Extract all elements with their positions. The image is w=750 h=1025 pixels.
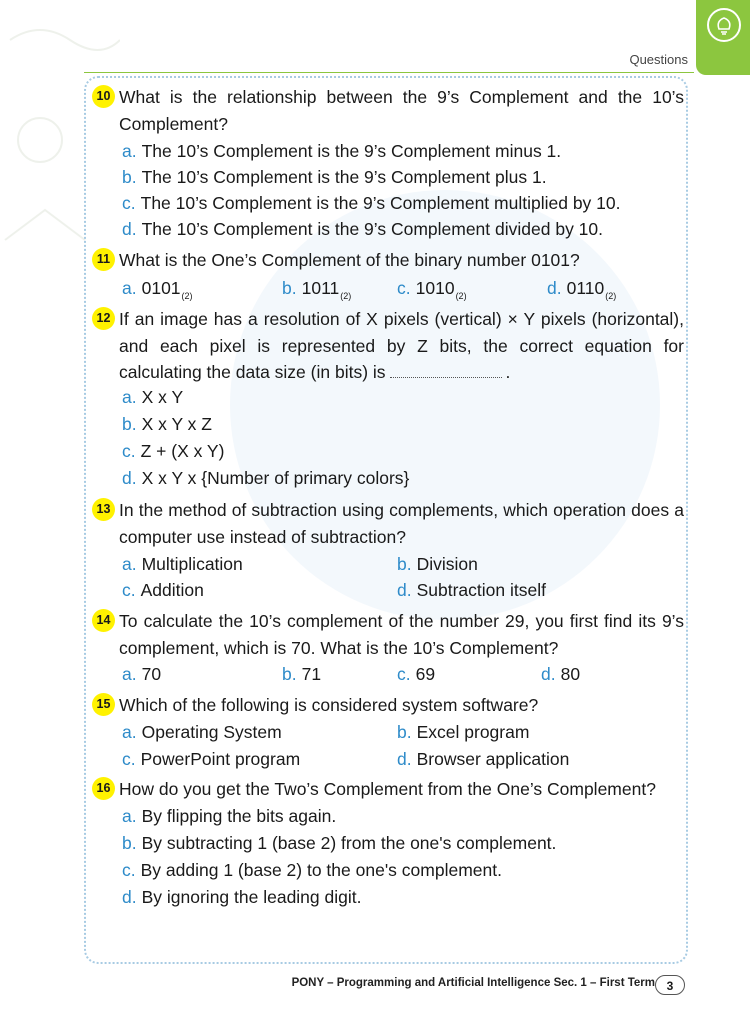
option-13b[interactable] — [397, 551, 478, 577]
option-letter: b. — [122, 833, 137, 853]
option-text: By ignoring the leading digit. — [141, 887, 362, 907]
question-tail: . — [505, 362, 511, 382]
option-letter: a. — [122, 387, 137, 407]
option-12b[interactable] — [122, 411, 212, 437]
option-letter: b. — [397, 554, 412, 574]
option-letter: d. — [541, 664, 556, 684]
option-text: 80 — [560, 664, 581, 684]
option-letter: a. — [122, 664, 137, 684]
option-letter: a. — [122, 278, 137, 298]
question-text: If an image has a resolution of X pixels (vertical) × Y pixels (horizontal), and each pixel is represented by Z bits, the correct equation for calculating the data size (in bits) is — [119, 309, 684, 382]
question-number: 12 — [92, 307, 115, 330]
question-number: 15 — [92, 693, 115, 716]
option-12c[interactable] — [122, 438, 224, 464]
option-letter: b. — [122, 167, 137, 187]
option-text: X x Y x {Number of primary colors} — [141, 468, 410, 488]
option-text: The 10’s Complement is the 9’s Complement divided by 10. — [141, 219, 604, 239]
option-12a[interactable] — [122, 384, 183, 410]
question-13 — [92, 497, 684, 550]
option-letter: c. — [397, 278, 411, 298]
option-text: By flipping the bits again. — [141, 806, 337, 826]
option-text: Addition — [140, 580, 204, 600]
option-text: The 10’s Complement is the 9’s Complement plus 1. — [141, 167, 547, 187]
option-letter: c. — [122, 749, 136, 769]
option-14b[interactable] — [282, 661, 321, 687]
base-subscript: (2) — [340, 291, 352, 301]
option-14c[interactable] — [397, 661, 435, 687]
option-16a[interactable] — [122, 803, 336, 829]
option-text: Operating System — [141, 722, 282, 742]
option-10a[interactable] — [122, 138, 561, 164]
option-15b[interactable] — [397, 719, 529, 745]
option-letter: c. — [122, 580, 136, 600]
option-letter: d. — [122, 887, 137, 907]
option-letter: a. — [122, 554, 137, 574]
option-11d[interactable] — [547, 275, 616, 309]
base-subscript: (2) — [181, 291, 193, 301]
option-text: Excel program — [416, 722, 530, 742]
option-text: 1011 — [301, 278, 340, 298]
option-13c[interactable] — [122, 577, 204, 603]
option-letter: c. — [122, 441, 136, 461]
option-text: 0110 — [566, 278, 605, 298]
option-text: By subtracting 1 (base 2) from the one's complement. — [141, 833, 557, 853]
option-text: Multiplication — [141, 554, 243, 574]
option-letter: b. — [397, 722, 412, 742]
option-text: 0101 — [141, 278, 181, 298]
question-number: 14 — [92, 609, 115, 632]
option-letter: a. — [122, 722, 137, 742]
option-letter: b. — [122, 414, 137, 434]
question-text: What is the One’s Complement of the binary number 0101? — [119, 250, 580, 270]
option-letter: d. — [122, 468, 137, 488]
option-text: By adding 1 (base 2) to the one's complement. — [140, 860, 502, 880]
base-subscript: (2) — [605, 291, 617, 301]
option-14d[interactable] — [541, 661, 580, 687]
option-10b[interactable] — [122, 164, 547, 190]
option-15c[interactable] — [122, 746, 300, 772]
option-text: The 10’s Complement is the 9’s Complement multiplied by 10. — [140, 193, 621, 213]
option-13a[interactable] — [122, 551, 243, 577]
option-letter: c. — [397, 664, 411, 684]
option-text: X x Y — [141, 387, 184, 407]
option-12d[interactable] — [122, 465, 409, 491]
question-number: 11 — [92, 248, 115, 271]
option-16b[interactable] — [122, 830, 556, 856]
option-text: X x Y x Z — [141, 414, 212, 434]
option-16d[interactable] — [122, 884, 361, 910]
option-text: 69 — [415, 664, 436, 684]
option-letter: b. — [282, 664, 297, 684]
question-10 — [92, 84, 684, 137]
option-text: PowerPoint program — [140, 749, 301, 769]
option-letter: a. — [122, 806, 137, 826]
question-number: 13 — [92, 498, 115, 521]
question-text: In the method of subtraction using complements, which operation does a computer use instead of subtraction? — [119, 500, 684, 547]
option-letter: c. — [122, 860, 136, 880]
option-14a[interactable] — [122, 661, 161, 687]
question-11 — [92, 247, 684, 274]
option-letter: d. — [122, 219, 137, 239]
question-number: 10 — [92, 85, 115, 108]
answer-blank[interactable] — [390, 377, 502, 378]
question-text: To calculate the 10’s complement of the number 29, you first find its 9’s complement, which is 70. What is the 10’s Complement? — [119, 611, 684, 658]
option-text: Division — [416, 554, 478, 574]
option-letter: b. — [282, 278, 297, 298]
base-subscript: (2) — [455, 291, 467, 301]
option-13d[interactable] — [397, 577, 546, 603]
question-text-wrap — [119, 306, 684, 386]
option-text: Subtraction itself — [416, 580, 546, 600]
option-text: 70 — [141, 664, 162, 684]
section-label: Questions — [629, 52, 688, 67]
option-letter: c. — [122, 193, 136, 213]
page-number: 3 — [655, 975, 685, 995]
option-11b[interactable] — [282, 275, 351, 309]
question-text: How do you get the Two’s Complement from the One’s Complement? — [119, 779, 656, 799]
question-15 — [92, 692, 684, 719]
question-number: 16 — [92, 777, 115, 800]
question-16 — [92, 776, 684, 803]
question-text: Which of the following is considered system software? — [119, 695, 539, 715]
question-12 — [92, 306, 684, 386]
footer-text: PONY – Programming and Artificial Intelligence Sec. 1 – First Term — [291, 977, 655, 989]
question-text: What is the relationship between the 9’s Complement and the 10’s Complement? — [119, 87, 684, 134]
option-10d[interactable] — [122, 216, 603, 242]
option-15d[interactable] — [397, 746, 569, 772]
option-text: 71 — [301, 664, 322, 684]
header-rule — [84, 72, 694, 73]
option-letter: d. — [397, 580, 412, 600]
option-text: Browser application — [416, 749, 570, 769]
question-14 — [92, 608, 684, 661]
option-15a[interactable] — [122, 719, 282, 745]
option-text: 1010 — [415, 278, 455, 298]
lightbulb-icon — [707, 8, 741, 42]
option-letter: d. — [547, 278, 562, 298]
option-10c[interactable] — [122, 190, 621, 216]
option-11c[interactable] — [397, 275, 467, 309]
option-11a[interactable] — [122, 275, 193, 309]
option-text: Z + (X x Y) — [140, 441, 225, 461]
option-letter: d. — [397, 749, 412, 769]
option-16c[interactable] — [122, 857, 502, 883]
option-text: The 10’s Complement is the 9’s Complement minus 1. — [141, 141, 562, 161]
option-letter: a. — [122, 141, 137, 161]
section-tab — [696, 0, 750, 75]
